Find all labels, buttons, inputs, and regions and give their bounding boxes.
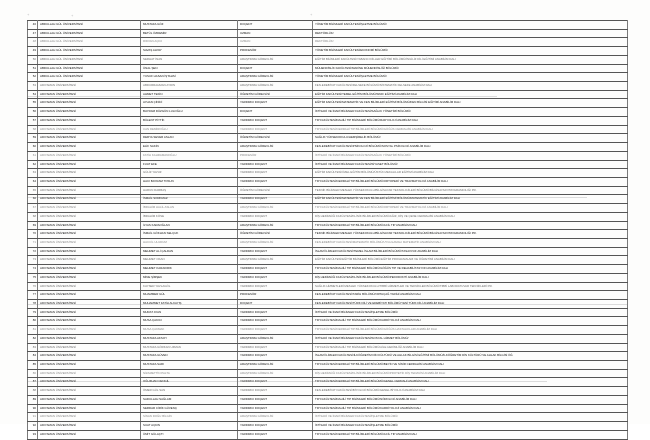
cell-person-name: CAN DEMİROĞLU [141, 125, 238, 134]
cell-row-number: 89 [28, 395, 38, 404]
cell-person-name: MEHMET ALİ ÇALDAN [141, 247, 238, 256]
cell-row-number: 88 [28, 387, 38, 396]
cell-university: ADIYAMAN ÜNİVERSİTESİ [38, 160, 141, 169]
cell-academic-title: ARAŞTIRMA GÖREVLİSİ [238, 334, 313, 343]
cell-person-name: SAVAŞ ALPAY [141, 47, 238, 56]
cell-row-number: 70 [28, 230, 38, 239]
cell-academic-title: ARAŞTIRMA GÖREVLİSİ [238, 361, 313, 370]
cell-row-number: 80 [28, 317, 38, 326]
cell-department: FEN-EDEBİYAT FAKÜLTESİ/FELSEFE BÖLÜMÜ/SİSTEMATİK FELSEFE ANABİLİM DALI [313, 82, 628, 91]
cell-department: FEN-EDEBİYAT FAKÜLTESİ/BİYOLOJİ BÖLÜMÜ/GENEL BİYOLOJİ ANABİLİM DALI [313, 387, 628, 396]
cell-academic-title: ÖĞRETİM GÖREVLİSİ [238, 230, 313, 239]
cell-department: İKTİSADİ VE İDARİ BİLİMLER FAKÜLTESİ/SOSYAL HİZMET BÖLÜMÜ/ [313, 334, 628, 343]
cell-row-number: 91 [28, 413, 38, 422]
cell-person-name: HARUN DARBAŞ [141, 186, 238, 195]
table-row [28, 38, 628, 47]
cell-university: ADIYAMAN ÜNİVERSİTESİ [38, 116, 141, 125]
cell-academic-title: YARDIMCI DOÇENT [238, 343, 313, 352]
table-row [28, 90, 628, 99]
cell-row-number: 72 [28, 247, 38, 256]
cell-row-number: 92 [28, 422, 38, 431]
table-row [28, 352, 628, 361]
table-row [28, 29, 628, 38]
cell-person-name: BÜLENT PİYTİK [141, 116, 238, 125]
cell-row-number: 69 [28, 221, 38, 230]
cell-row-number: 85 [28, 361, 38, 370]
cell-person-name: MİNE ŞİMŞEK [141, 273, 238, 282]
cell-person-name: ÖMER GÜL SAN [141, 387, 238, 396]
cell-row-number: 87 [28, 378, 38, 387]
cell-university: ADIYAMAN ÜNİVERSİTESİ [38, 300, 141, 309]
cell-academic-title: PROFESÖR [238, 291, 313, 300]
cell-row-number: 56 [28, 108, 38, 117]
cell-academic-title: YARDIMCI DOÇENT [238, 282, 313, 291]
scan-registration-marks: + + + [27, 12, 313, 18]
table-row [28, 221, 628, 230]
cell-university: ADIYAMAN ÜNİVERSİTESİ [38, 430, 141, 439]
cell-row-number: 93 [28, 430, 38, 439]
table-row [28, 387, 628, 396]
cell-row-number: 62 [28, 160, 38, 169]
cell-department: REKTÖRLÜK/ [313, 29, 628, 38]
cell-university: ADIYAMAN ÜNİVERSİTESİ [38, 352, 141, 361]
table-row [28, 422, 628, 431]
cell-person-name: SERHAT İNAN [141, 55, 238, 64]
cell-department: İKTİSADİ VE İDARİ BİLİMLER FAKÜLTESİ/İŞLETME BÖLÜMÜ/ [313, 308, 628, 317]
cell-department: FEN-EDEBİYAT FAKÜLTESİ/MATEMATİK BÖLÜMÜ/UYGULAMALI MATEMATİK ANABİLİM DALI [313, 238, 628, 247]
cell-academic-title: ARAŞTIRMA GÖREVLİSİ [238, 238, 313, 247]
cell-academic-title: YARDIMCI DOÇENT [238, 195, 313, 204]
cell-department: DİŞ HEKİMLİĞİ FAKÜLTESİ/KLİNİK BİLİMLER BÖLÜMÜ/AĞIZ, DİŞ VE ÇENE CERRAHİSİ ANABİLİM DALI [313, 212, 628, 221]
cell-row-number: 59 [28, 134, 38, 143]
cell-university: ADIYAMAN ÜNİVERSİTESİ [38, 282, 141, 291]
cell-department: SAĞLIK YÜKSEKOKULU/HEMŞİRELİK BÖLÜMÜ/ [313, 134, 628, 143]
cell-academic-title: ÖĞRETİM GÖREVLİSİ [238, 134, 313, 143]
cell-department: TIP FAKÜLTESİ/CERRAHİ TIP BİLİMLERİ BÖLÜMÜ/ACİL TIP ANABİLİM DALI [313, 430, 628, 439]
cell-person-name: BETÜL ÖZDEMİR [141, 29, 238, 38]
cell-row-number: 81 [28, 326, 38, 335]
cell-university: ADIYAMAN ÜNİVERSİTESİ [38, 247, 141, 256]
table-row [28, 282, 628, 291]
table-row [28, 369, 628, 378]
cell-row-number: 47 [28, 29, 38, 38]
cell-department: FEN-EDEBİYAT FAKÜLTESİ/TÜRK DİLİ VE EDEBİYATI BÖLÜMÜ/YENİ TÜRK DİLİ ANABİLİM DALI [313, 300, 628, 309]
cell-row-number: 67 [28, 204, 38, 213]
cell-department: TIP FAKÜLTESİ/CERRAHİ TIP BİLİMLERİ BÖLÜMÜ/ACİL TIP ANABİLİM DALI [313, 221, 628, 230]
cell-department: İKTİSADİ VE İDARİ BİLİMLER FAKÜLTESİ/İŞLETME BÖLÜMÜ/ [313, 422, 628, 431]
table-row [28, 247, 628, 256]
cell-row-number: 71 [28, 238, 38, 247]
cell-academic-title: YARDIMCI DOÇENT [238, 378, 313, 387]
cell-university: ADIYAMAN ÜNİVERSİTESİ [38, 378, 141, 387]
table-row [28, 186, 628, 195]
cell-person-name: MUSTAFA SARI [141, 361, 238, 370]
cell-person-name: HACCİL ULUDUM [141, 238, 238, 247]
cell-person-name: DERYA SEVER ASLAN [141, 134, 238, 143]
cell-university: ADIYAMAN ÜNİVERSİTESİ [38, 317, 141, 326]
cell-person-name: RIDVAN AÇICI [141, 38, 238, 47]
cell-university: ADIYAMAN ÜNİVERSİTESİ [38, 186, 141, 195]
cell-academic-title: YARDIMCI DOÇENT [238, 125, 313, 134]
cell-university: ADIYAMAN ÜNİVERSİTESİ [38, 125, 141, 134]
cell-department: TIP FAKÜLTESİ/DAHİLİ TIP BİLİMLERİ BÖLÜMÜ/KARDİYOLOJİ ANABİLİM DALI [313, 404, 628, 413]
cell-academic-title: YARDIMCI DOÇENT [238, 352, 313, 361]
cell-academic-title: YARDIMCI DOÇENT [238, 317, 313, 326]
cell-university: ADIYAMAN ÜNİVERSİTESİ [38, 90, 141, 99]
cell-department: MÜHENDİSLİK FAKÜLTESİ/MAKİNE MÜHENDİSLİĞİ BÖLÜMÜ/ [313, 64, 628, 73]
cell-academic-title: YARDIMCI DOÇENT [238, 116, 313, 125]
cell-department: SAĞLIK HİZMETLERİ MESLEK YÜKSEKOKULU/TIBBİ HİZMETLER VE TEKNİKLER BÖLÜMÜ/TIBBİ LABORATUVAR TEKNİKLERİ PR. [313, 282, 628, 291]
cell-department: FEN-EDEBİYAT FAKÜLTESİ/TARİH BÖLÜMÜ/ORTAÇAĞ TARİHİ ANABİLİM DALI [313, 291, 628, 300]
table-row [28, 361, 628, 370]
cell-university: ADIYAMAN ÜNİVERSİTESİ [38, 308, 141, 317]
cell-row-number: 83 [28, 343, 38, 352]
cell-academic-title: YARDIMCI DOÇENT [238, 169, 313, 178]
cell-academic-title: YARDIMCI DOÇENT [238, 212, 313, 221]
cell-row-number: 82 [28, 334, 38, 343]
cell-person-name: OĞUZHAN CENGİL [141, 378, 238, 387]
cell-department: DİŞ HEKİMLİĞİ FAKÜLTESİ/KLİNİK BİLİMLER BÖLÜMÜ/PEDODONTİ ANABİLİM DALI [313, 273, 628, 282]
cell-university: ADIYAMAN ÜNİVERSİTESİ [38, 204, 141, 213]
table-row [28, 82, 628, 91]
table-row [28, 326, 628, 335]
cell-row-number: 57 [28, 116, 38, 125]
table-row [28, 308, 628, 317]
cell-university: ADIYAMAN ÜNİVERSİTESİ [38, 256, 141, 265]
cell-row-number: 74 [28, 265, 38, 274]
cell-university: ADIYAMAN ÜNİVERSİTESİ [38, 369, 141, 378]
cell-university: ADIYAMAN ÜNİVERSİTESİ [38, 212, 141, 221]
cell-row-number: 60 [28, 143, 38, 152]
cell-university: ADIYAMAN ÜNİVERSİTESİ [38, 273, 141, 282]
cell-person-name: MURAT AYAN [141, 308, 238, 317]
cell-department: TIP FAKÜLTESİ/CERRAHİ TIP BİLİMLERİ BÖLÜMÜ/BEYİN VE SİNİR CERRAHİSİ ANABİLİM DALI [313, 361, 628, 370]
cell-university: ADIYAMAN ÜNİVERSİTESİ [38, 291, 141, 300]
table-row [28, 47, 628, 56]
cell-person-name: MUSA ÇAKMAK [141, 326, 238, 335]
cell-row-number: 49 [28, 47, 38, 56]
cell-person-name: SUAT AÇKIN [141, 422, 238, 431]
cell-department: EĞİTİM FAKÜLTESİ/ÖZEL EĞİTİM BÖLÜMÜ/ÜSTÜN ZEKALILAR EĞİTİMİ ANABİLİM DALI [313, 169, 628, 178]
cell-academic-title: ARAŞTIRMA GÖREVLİSİ [238, 369, 313, 378]
cell-university: ADIYAMAN ÜNİVERSİTESİ [38, 361, 141, 370]
cell-university: ADIYAMAN ÜNİVERSİTESİ [38, 99, 141, 108]
table-row [28, 395, 628, 404]
table-row [28, 204, 628, 213]
cell-academic-title: YARDIMCI DOÇENT [238, 177, 313, 186]
cell-person-name: MUSTAFA AKSOY [141, 334, 238, 343]
table-row [28, 300, 628, 309]
cell-university: ABDULLAH GÜL ÜNİVERSİTESİ [38, 73, 141, 82]
cell-university: ADIYAMAN ÜNİVERSİTESİ [38, 343, 141, 352]
table-row [28, 195, 628, 204]
cell-person-name: FUAT EFE [141, 160, 238, 169]
cell-university: ABDULLAH GÜL ÜNİVERSİTESİ [38, 21, 141, 30]
cell-person-name: SİNAN DOĞU BİLGİN [141, 413, 238, 422]
cell-person-name: ELİF SAKİN [141, 143, 238, 152]
cell-academic-title: DOÇENT [238, 21, 313, 30]
cell-row-number: 90 [28, 404, 38, 413]
cell-person-name: MUAMMER GÜL [141, 291, 238, 300]
cell-academic-title: YARDIMCI DOÇENT [238, 265, 313, 274]
cell-academic-title: YARDIMCI DOÇENT [238, 273, 313, 282]
cell-academic-title: YARDIMCI DOÇENT [238, 308, 313, 317]
cell-academic-title: ARAŞTIRMA GÖREVLİSİ [238, 204, 313, 213]
cell-person-name: GÜLİZ YAVUZ [141, 169, 238, 178]
cell-academic-title: YARDIMCI DOÇENT [238, 387, 313, 396]
table-row [28, 160, 628, 169]
table-row [28, 230, 628, 239]
cell-university: ADIYAMAN ÜNİVERSİTESİ [38, 82, 141, 91]
cell-academic-title: ARAŞTIRMA GÖREVLİSİ [238, 73, 313, 82]
cell-person-name: MUHAMMET FATİH ALKAYIŞ [141, 300, 238, 309]
cell-academic-title: ARAŞTIRMA GÖREVLİSİ [238, 256, 313, 265]
cell-university: ADIYAMAN ÜNİVERSİTESİ [38, 265, 141, 274]
cell-university: ADIYAMAN ÜNİVERSİTESİ [38, 413, 141, 422]
cell-academic-title: YARDIMCI DOÇENT [238, 326, 313, 335]
cell-person-name: İSMAİL GÖKHAN SELÇUK [141, 230, 238, 239]
table-body [28, 21, 628, 440]
cell-university: ADIYAMAN ÜNİVERSİTESİ [38, 169, 141, 178]
cell-department: İKTİSADİ VE İDARİ BİLİMLER FAKÜLTESİ/SAĞLIK YÖNETİMİ BÖLÜMÜ/ [313, 151, 628, 160]
cell-university: ABDULLAH GÜL ÜNİVERSİTESİ [38, 29, 141, 38]
academic-personnel-table [27, 20, 628, 440]
cell-row-number: 50 [28, 55, 38, 64]
cell-department: TIP FAKÜLTESİ/DAHİLİ TIP BİLİMLERİ BÖLÜMÜ/AİLE HEKİMLİĞİ ANABİLİM DALI [313, 343, 628, 352]
cell-department: EĞİTİM FAKÜLTESİ/TEMEL EĞİTİM BÖLÜMÜ/SINIF EĞİTİMİ ANABİLİM DALI [313, 90, 628, 99]
cell-academic-title: DOÇENT [238, 64, 313, 73]
cell-person-name: MEHMET OKAN [141, 256, 238, 265]
cell-university: ADIYAMAN ÜNİVERSİTESİ [38, 134, 141, 143]
cell-person-name: SADULLAH SAĞLAM [141, 395, 238, 404]
cell-row-number: 75 [28, 273, 38, 282]
cell-academic-title: YARDIMCI DOÇENT [238, 247, 313, 256]
cell-person-name: YUSUF HASAN İŞTAHSİ [141, 73, 238, 82]
cell-row-number: 52 [28, 73, 38, 82]
cell-row-number: 61 [28, 151, 38, 160]
cell-academic-title: YARDIMCI DOÇENT [238, 160, 313, 169]
cell-department: TIP FAKÜLTESİ/CERRAHİ TIP BİLİMLERİ BÖLÜMÜ/GÖĞÜS CERRAHİSİ ANABİLİM DALI [313, 125, 628, 134]
cell-department: FEN-EDEBİYAT FAKÜLTESİ/PSİKOLOJİ BÖLÜMÜ/SOSYAL PSİKOLOJİ ANABİLİM DALI [313, 143, 628, 152]
table-row [28, 55, 628, 64]
cell-university: ADIYAMAN ÜNİVERSİTESİ [38, 334, 141, 343]
table-row [28, 413, 628, 422]
cell-university: ADIYAMAN ÜNİVERSİTESİ [38, 195, 141, 204]
cell-academic-title: ARAŞTIRMA GÖREVLİSİ [238, 413, 313, 422]
cell-person-name: İBRAHİM HALİL ASLAN [141, 204, 238, 213]
cell-person-name: HACI BAYRAM TOSUN [141, 177, 238, 186]
cell-person-name: FATİH KAHRAMANOĞLU [141, 151, 238, 160]
cell-person-name: BAYRAM DÜZGÜN LULOĞLU [141, 108, 238, 117]
cell-person-name: MUSTAFA GÖZ [141, 21, 238, 30]
cell-department: İKTİSADİ VE İDARİ BİLİMLER FAKÜLTESİ/İŞLETME BÖLÜMÜ/ [313, 413, 628, 422]
cell-academic-title: DOÇENT [238, 300, 313, 309]
cell-department: TIP FAKÜLTESİ/DAHİLİ TIP BİLİMLERİ BÖLÜMÜ/NÖROLOJİ ANABİLİM DALI [313, 395, 628, 404]
cell-row-number: 68 [28, 212, 38, 221]
table-row [28, 151, 628, 160]
table-row [28, 317, 628, 326]
cell-department: YÖNETİM BİLİMLERİ FAKÜLTESİ/İŞLETME BÖLÜMÜ/ [313, 73, 628, 82]
cell-department: TIP FAKÜLTESİ/CERRAHİ TIP BİLİMLERİ BÖLÜMÜ/ORTOPEDİ VE TRAVMATOLOJİ ANABİLİM DALI [313, 204, 628, 213]
table-row [28, 378, 628, 387]
cell-row-number: 73 [28, 256, 38, 265]
table-row [28, 73, 628, 82]
roster-table-container [27, 20, 627, 440]
cell-department: YÖNETİM BİLİMLERİ FAKÜLTESİ/EKONOMİ BÖLÜMÜ/ [313, 47, 628, 56]
cell-university: ADIYAMAN ÜNİVERSİTESİ [38, 387, 141, 396]
cell-person-name: AYHAN ÇİNİCİ [141, 99, 238, 108]
table-row [28, 125, 628, 134]
cell-university: ADIYAMAN ÜNİVERSİTESİ [38, 395, 141, 404]
cell-row-number: 77 [28, 291, 38, 300]
cell-department: YÖNETİM BİLİMLERİ FAKÜLTESİ/İŞLETME BÖLÜMÜ/ [313, 21, 628, 30]
cell-person-name: MEHMET KARAKIRIK [141, 265, 238, 274]
cell-row-number: 46 [28, 21, 38, 30]
cell-row-number: 86 [28, 369, 38, 378]
cell-person-name: ABDURRAHMAN AYDIN [141, 82, 238, 91]
cell-person-name: ÜNAL ŞEN [141, 64, 238, 73]
cell-academic-title: PROFESÖR [238, 47, 313, 56]
cell-department: EĞİTİM FAKÜLTESİ/MATEMATİK VE FEN BİLİMLERİ EĞİTİMİ BÖLÜMÜ/FEN BİLGİSİ EĞİTİMİ ANABİLİM DALI [313, 99, 628, 108]
cell-department: İSLAMİ İLİMLER FAKÜLTESİ/İLKÖĞRETİM DİN KÜLTÜRÜ VE AHLAK BİLGİSİ EĞİTİMİ BÖLÜMÜ/İLKÖĞRETİM DİN KÜLTÜRÜ VE AHLAK BİLGİSİ ÖĞ [313, 352, 628, 361]
cell-university: ADIYAMAN ÜNİVERSİTESİ [38, 238, 141, 247]
table-row [28, 169, 628, 178]
cell-person-name: ÜMİT GÜLAÇTI [141, 430, 238, 439]
cell-row-number: 84 [28, 352, 38, 361]
cell-academic-title: DOÇENT [238, 108, 313, 117]
cell-row-number: 55 [28, 99, 38, 108]
table-row [28, 238, 628, 247]
table-row [28, 116, 628, 125]
cell-row-number: 58 [28, 125, 38, 134]
cell-department: EĞİTİM BİLİMLERİ FAKÜLTESİ/YABANCI DİLLER EĞİTİMİ BÖLÜMÜ/İNGİLİZ DİLİ EĞİTİMİ ANABİLİM DALI [313, 55, 628, 64]
cell-department: TIP FAKÜLTESİ/DAHİLİ TIP BİLİMLERİ BÖLÜMÜ/RADYOLOJİ ANABİLİM DALI [313, 116, 628, 125]
cell-person-name: İBRAHİM KÖSE [141, 212, 238, 221]
cell-person-name: NİZAMETTİN PALTA [141, 369, 238, 378]
cell-row-number: 78 [28, 300, 38, 309]
table-row [28, 134, 628, 143]
cell-university: ADIYAMAN ÜNİVERSİTESİ [38, 230, 141, 239]
cell-department: EĞİTİM FAKÜLTESİ/MATEMATİK VE FEN BİLİMLERİ EĞİTİMİ BÖLÜMÜ/MATEMATİK EĞİTİMİ ANABİLİM DALI [313, 195, 628, 204]
cell-academic-title: YARDIMCI DOÇENT [238, 395, 313, 404]
cell-row-number: 66 [28, 195, 38, 204]
cell-row-number: 48 [28, 38, 38, 47]
cell-academic-title: YARDIMCI DOÇENT [238, 404, 313, 413]
table-row [28, 143, 628, 152]
table-row [28, 21, 628, 30]
cell-university: ADIYAMAN ÜNİVERSİTESİ [38, 422, 141, 431]
cell-person-name: SERDAR CİRİK GÜVENÇ [141, 404, 238, 413]
cell-university: ADIYAMAN ÜNİVERSİTESİ [38, 177, 141, 186]
cell-university: ADIYAMAN ÜNİVERSİTESİ [38, 326, 141, 335]
cell-person-name: KAYSER YAVLAGÖL [141, 282, 238, 291]
cell-university: ADIYAMAN ÜNİVERSİTESİ [38, 404, 141, 413]
cell-academic-title: YARDIMCI DOÇENT [238, 422, 313, 431]
cell-university: ADIYAMAN ÜNİVERSİTESİ [38, 221, 141, 230]
cell-person-name: AHMET TEKİN [141, 90, 238, 99]
cell-row-number: 65 [28, 186, 38, 195]
cell-university: ADIYAMAN ÜNİVERSİTESİ [38, 108, 141, 117]
table-row [28, 256, 628, 265]
cell-university: ADIYAMAN ÜNİVERSİTESİ [38, 151, 141, 160]
table-row [28, 430, 628, 439]
cell-department: TEKNİK BİLİMLER MESLEK YÜKSEKOKULU/BİLGİSAYAR TEKNOLOJİLERİ BÖLÜMÜ/BİLGİSAYAR PROGRAMCILIĞI PR. [313, 230, 628, 239]
table-row [28, 99, 628, 108]
cell-university: ABDULLAH GÜL ÜNİVERSİTESİ [38, 55, 141, 64]
cell-row-number: 76 [28, 282, 38, 291]
cell-academic-title: ÖĞRETİM GÖREVLİSİ [238, 186, 313, 195]
cell-university: ABDULLAH GÜL ÜNİVERSİTESİ [38, 38, 141, 47]
cell-department: DİŞ HEKİMLİĞİ FAKÜLTESİ/KLİNİK BİLİMLER BÖLÜMÜ/PROTETİK DİŞ TEDAVİSİ ANABİLİM DALI [313, 369, 628, 378]
cell-row-number: 51 [28, 64, 38, 73]
table-row [28, 343, 628, 352]
table-row [28, 265, 628, 274]
cell-person-name: MUSTAFA GÖRKAN UZMAN [141, 343, 238, 352]
table-row [28, 177, 628, 186]
cell-department: TIP FAKÜLTESİ/CERRAHİ TIP BİLİMLERİ BÖLÜMÜ/GENEL CERRAHİ ANABİLİM DALI [313, 378, 628, 387]
cell-university: ABDULLAH GÜL ÜNİVERSİTESİ [38, 64, 141, 73]
table-row [28, 273, 628, 282]
cell-department: İSLAMİ İLİMLER FAKÜLTESİ/TEMEL İSLAM BİLİMLERİ BÖLÜMÜ/TASAVVUF ANABİLİM DALI [313, 247, 628, 256]
cell-department: REKTÖRLÜK/ [313, 38, 628, 47]
cell-row-number: 63 [28, 169, 38, 178]
cell-academic-title: ARAŞTIRMA GÖREVLİSİ [238, 55, 313, 64]
cell-person-name: İLYAS KARAOĞLAN [141, 221, 238, 230]
cell-academic-title: UZMAN [238, 29, 313, 38]
table-row [28, 291, 628, 300]
cell-department: TIP FAKÜLTESİ/CERRAHİ TIP BİLİMLERİ BÖLÜMÜ/GÖĞÜS HASTALIKLARI ANABİLİM DALI [313, 326, 628, 335]
cell-academic-title: PROFESÖR [238, 151, 313, 160]
cell-academic-title: YARDIMCI DOÇENT [238, 99, 313, 108]
cell-academic-title: ÖĞRETİM GÖREVLİSİ [238, 90, 313, 99]
cell-department: TIP FAKÜLTESİ/CERRAHİ TIP BİLİMLERİ BÖLÜMÜ/ORTOPEDİ VE TRAVMATOLOJİ ANABİLİM DALI [313, 177, 628, 186]
cell-academic-title: ARAŞTIRMA GÖREVLİSİ [238, 82, 313, 91]
cell-department: TIP FAKÜLTESİ/DAHİLİ TIP BİLİMLERİ BÖLÜMÜ/KARDİYOLOJİ ANABİLİM DALI [313, 317, 628, 326]
cell-department: İKTİSADİ VE İDARİ BİLİMLER FAKÜLTESİ/SAĞLIK YÖNETİMİ BÖLÜMÜ/ [313, 108, 628, 117]
cell-university: ABDULLAH GÜL ÜNİVERSİTESİ [38, 47, 141, 56]
cell-academic-title: YARDIMCI DOÇENT [238, 430, 313, 439]
cell-department: TIP FAKÜLTESİ/DAHİLİ TIP BİLİMLERİ BÖLÜMÜ/GÖĞÜS TIP VE REHABİLİTASYON ANABİLİM DALI [313, 265, 628, 274]
table-row [28, 212, 628, 221]
cell-person-name: İSMAİL SORKMAZ [141, 195, 238, 204]
cell-row-number: 64 [28, 177, 38, 186]
table-row [28, 334, 628, 343]
cell-department: EĞİTİM FAKÜLTESİ/EĞİTİM BİLİMLERİ BÖLÜMÜ/EĞİTİM PROGRAMLARI VE ÖĞRETİMİ ANABİLİM DALI [313, 256, 628, 265]
cell-person-name: MUSTAFA GÜVEN [141, 352, 238, 361]
table-row [28, 64, 628, 73]
cell-row-number: 54 [28, 90, 38, 99]
cell-department: İKTİSADİ VE İDARİ BİLİMLER FAKÜLTESİ/SİYASET BÖLÜMÜ/ [313, 160, 628, 169]
cell-row-number: 53 [28, 82, 38, 91]
cell-row-number: 79 [28, 308, 38, 317]
cell-university: ADIYAMAN ÜNİVERSİTESİ [38, 143, 141, 152]
cell-person-name: MUSA ÇAKICI [141, 317, 238, 326]
table-row [28, 108, 628, 117]
cell-academic-title: ARAŞTIRMA GÖREVLİSİ [238, 143, 313, 152]
cell-academic-title: ARAŞTIRMA GÖREVLİSİ [238, 221, 313, 230]
cell-academic-title: UZMAN [238, 38, 313, 47]
table-row [28, 404, 628, 413]
cell-department: TEKNİK BİLİMLER MESLEK YÜKSEKOKULU/BİLGİSAYAR TEKNOLOJİLERİ BÖLÜMÜ/BİLGİSAYAR PROGRAMCILIĞI PR. [313, 186, 628, 195]
